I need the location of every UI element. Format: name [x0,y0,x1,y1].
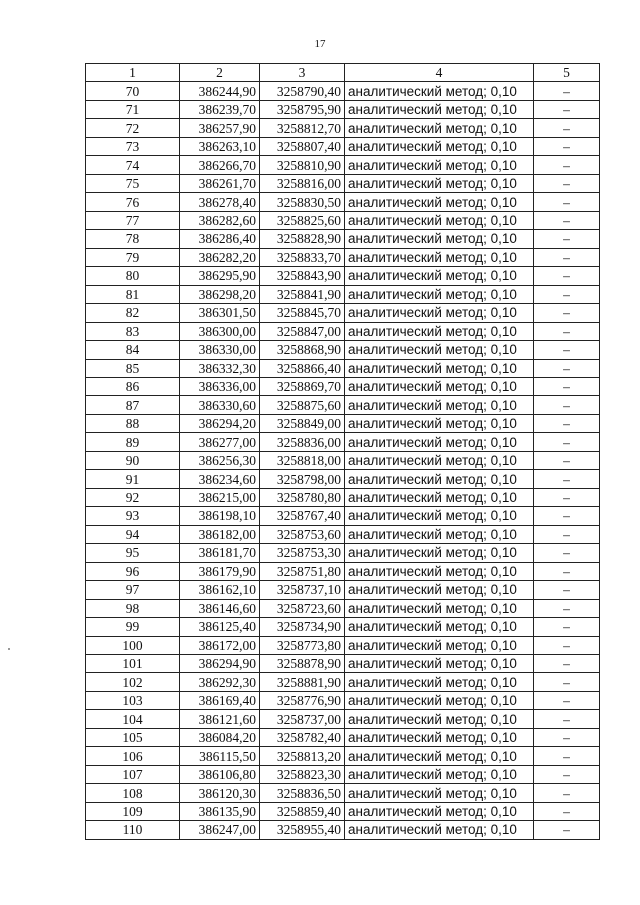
table-row [86,599,600,617]
y-coordinate-cell: 3258813,20 [260,747,345,765]
table-row [86,267,600,285]
note-cell: – [534,396,600,414]
method-accuracy-cell: аналитический метод; 0,10 [345,82,534,100]
method-accuracy-cell: аналитический метод; 0,10 [345,618,534,636]
method-accuracy-cell: аналитический метод; 0,10 [345,710,534,728]
note-cell: – [534,285,600,303]
point-number-cell: 76 [86,193,180,211]
point-number-cell: 85 [86,359,180,377]
x-coordinate-cell: 386120,30 [180,784,260,802]
x-coordinate-cell: 386336,00 [180,377,260,395]
note-cell: – [534,802,600,820]
x-coordinate-cell: 386084,20 [180,728,260,746]
note-cell: – [534,211,600,229]
point-number-cell: 91 [86,470,180,488]
point-number-cell: 88 [86,414,180,432]
note-cell: – [534,544,600,562]
point-number-cell: 98 [86,599,180,617]
x-coordinate-cell: 386332,30 [180,359,260,377]
table-row [86,433,600,451]
table-row [86,414,600,432]
note-cell: – [534,304,600,322]
note-cell: – [534,341,600,359]
x-coordinate-cell: 386298,20 [180,285,260,303]
table-row [86,211,600,229]
x-coordinate-cell: 386234,60 [180,470,260,488]
x-coordinate-cell: 386215,00 [180,488,260,506]
table-row [86,488,600,506]
point-number-cell: 93 [86,507,180,525]
note-cell: – [534,174,600,192]
note-cell: – [534,655,600,673]
method-accuracy-cell: аналитический метод; 0,10 [345,137,534,155]
method-accuracy-cell: аналитический метод; 0,10 [345,174,534,192]
y-coordinate-cell: 3258845,70 [260,304,345,322]
table-row [86,193,600,211]
table-row [86,710,600,728]
method-accuracy-cell: аналитический метод; 0,10 [345,100,534,118]
method-accuracy-cell: аналитический метод; 0,10 [345,267,534,285]
point-number-cell: 103 [86,691,180,709]
note-cell: – [534,636,600,654]
y-coordinate-cell: 3258868,90 [260,341,345,359]
y-coordinate-cell: 3258816,00 [260,174,345,192]
y-coordinate-cell: 3258836,50 [260,784,345,802]
y-coordinate-cell: 3258955,40 [260,821,345,839]
x-coordinate-cell: 386330,00 [180,341,260,359]
note-cell: – [534,599,600,617]
point-number-cell: 106 [86,747,180,765]
y-coordinate-cell: 3258878,90 [260,655,345,673]
x-coordinate-cell: 386277,00 [180,433,260,451]
x-coordinate-cell: 386146,60 [180,599,260,617]
point-number-cell: 101 [86,655,180,673]
note-cell: – [534,821,600,839]
method-accuracy-cell: аналитический метод; 0,10 [345,451,534,469]
table-header-row [86,64,600,82]
table-row [86,784,600,802]
table-row [86,119,600,137]
method-accuracy-cell: аналитический метод; 0,10 [345,119,534,137]
method-accuracy-cell: аналитический метод; 0,10 [345,525,534,543]
table-row [86,618,600,636]
point-number-cell: 107 [86,765,180,783]
point-number-cell: 95 [86,544,180,562]
note-cell: – [534,784,600,802]
coordinates-table [85,63,600,840]
table-row [86,82,600,100]
table-row [86,507,600,525]
x-coordinate-cell: 386244,90 [180,82,260,100]
note-cell: – [534,137,600,155]
note-cell: – [534,488,600,506]
y-coordinate-cell: 3258776,90 [260,691,345,709]
y-coordinate-cell: 3258782,40 [260,728,345,746]
header-cell-3: 3 [260,64,345,82]
x-coordinate-cell: 386292,30 [180,673,260,691]
x-coordinate-cell: 386282,60 [180,211,260,229]
method-accuracy-cell: аналитический метод; 0,10 [345,359,534,377]
table-row [86,304,600,322]
table-row [86,655,600,673]
x-coordinate-cell: 386169,40 [180,691,260,709]
table-row [86,581,600,599]
point-number-cell: 75 [86,174,180,192]
page-number: 17 [314,38,326,50]
y-coordinate-cell: 3258843,90 [260,267,345,285]
method-accuracy-cell: аналитический метод; 0,10 [345,691,534,709]
method-accuracy-cell: аналитический метод; 0,10 [345,377,534,395]
method-accuracy-cell: аналитический метод; 0,10 [345,304,534,322]
y-coordinate-cell: 3258830,50 [260,193,345,211]
y-coordinate-cell: 3258780,80 [260,488,345,506]
x-coordinate-cell: 386121,60 [180,710,260,728]
method-accuracy-cell: аналитический метод; 0,10 [345,507,534,525]
point-number-cell: 108 [86,784,180,802]
point-number-cell: 109 [86,802,180,820]
y-coordinate-cell: 3258833,70 [260,248,345,266]
note-cell: – [534,82,600,100]
y-coordinate-cell: 3258790,40 [260,82,345,100]
x-coordinate-cell: 386247,00 [180,821,260,839]
method-accuracy-cell: аналитический метод; 0,10 [345,765,534,783]
note-cell: – [534,248,600,266]
x-coordinate-cell: 386278,40 [180,193,260,211]
note-cell: – [534,747,600,765]
table-row [86,359,600,377]
x-coordinate-cell: 386294,20 [180,414,260,432]
x-coordinate-cell: 386181,70 [180,544,260,562]
x-coordinate-cell: 386263,10 [180,137,260,155]
table-row [86,525,600,543]
note-cell: – [534,507,600,525]
method-accuracy-cell: аналитический метод; 0,10 [345,193,534,211]
method-accuracy-cell: аналитический метод; 0,10 [345,396,534,414]
method-accuracy-cell: аналитический метод; 0,10 [345,784,534,802]
method-accuracy-cell: аналитический метод; 0,10 [345,544,534,562]
y-coordinate-cell: 3258859,40 [260,802,345,820]
method-accuracy-cell: аналитический метод; 0,10 [345,285,534,303]
point-number-cell: 100 [86,636,180,654]
table-row [86,821,600,839]
point-number-cell: 87 [86,396,180,414]
note-cell: – [534,470,600,488]
point-number-cell: 84 [86,341,180,359]
method-accuracy-cell: аналитический метод; 0,10 [345,322,534,340]
x-coordinate-cell: 386300,00 [180,322,260,340]
note-cell: – [534,581,600,599]
x-coordinate-cell: 386330,60 [180,396,260,414]
point-number-cell: 72 [86,119,180,137]
table-row [86,636,600,654]
y-coordinate-cell: 3258810,90 [260,156,345,174]
table-row [86,341,600,359]
y-coordinate-cell: 3258869,70 [260,377,345,395]
table-row [86,747,600,765]
table-row [86,470,600,488]
note-cell: – [534,673,600,691]
table-row [86,691,600,709]
note-cell: – [534,230,600,248]
x-coordinate-cell: 386257,90 [180,119,260,137]
x-coordinate-cell: 386261,70 [180,174,260,192]
method-accuracy-cell: аналитический метод; 0,10 [345,562,534,580]
note-cell: – [534,267,600,285]
table-row [86,100,600,118]
x-coordinate-cell: 386106,80 [180,765,260,783]
method-accuracy-cell: аналитический метод; 0,10 [345,414,534,432]
table-row [86,544,600,562]
x-coordinate-cell: 386256,30 [180,451,260,469]
table-row [86,230,600,248]
point-number-cell: 110 [86,821,180,839]
x-coordinate-cell: 386294,90 [180,655,260,673]
y-coordinate-cell: 3258875,60 [260,396,345,414]
y-coordinate-cell: 3258881,90 [260,673,345,691]
x-coordinate-cell: 386198,10 [180,507,260,525]
note-cell: – [534,156,600,174]
method-accuracy-cell: аналитический метод; 0,10 [345,341,534,359]
note-cell: – [534,765,600,783]
y-coordinate-cell: 3258807,40 [260,137,345,155]
point-number-cell: 97 [86,581,180,599]
table-row [86,562,600,580]
table-row [86,137,600,155]
point-number-cell: 81 [86,285,180,303]
y-coordinate-cell: 3258841,90 [260,285,345,303]
y-coordinate-cell: 3258823,30 [260,765,345,783]
method-accuracy-cell: аналитический метод; 0,10 [345,802,534,820]
header-cell-5: 5 [534,64,600,82]
point-number-cell: 78 [86,230,180,248]
x-coordinate-cell: 386162,10 [180,581,260,599]
point-number-cell: 99 [86,618,180,636]
y-coordinate-cell: 3258849,00 [260,414,345,432]
point-number-cell: 104 [86,710,180,728]
method-accuracy-cell: аналитический метод; 0,10 [345,655,534,673]
method-accuracy-cell: аналитический метод; 0,10 [345,636,534,654]
table-row [86,322,600,340]
x-coordinate-cell: 386286,40 [180,230,260,248]
note-cell: – [534,100,600,118]
table-row [86,285,600,303]
note-cell: – [534,728,600,746]
point-number-cell: 102 [86,673,180,691]
x-coordinate-cell: 386125,40 [180,618,260,636]
table-row [86,765,600,783]
point-number-cell: 70 [86,82,180,100]
point-number-cell: 90 [86,451,180,469]
note-cell: – [534,710,600,728]
table-row [86,728,600,746]
point-number-cell: 86 [86,377,180,395]
table-row [86,673,600,691]
y-coordinate-cell: 3258836,00 [260,433,345,451]
method-accuracy-cell: аналитический метод; 0,10 [345,211,534,229]
y-coordinate-cell: 3258866,40 [260,359,345,377]
method-accuracy-cell: аналитический метод; 0,10 [345,248,534,266]
method-accuracy-cell: аналитический метод; 0,10 [345,470,534,488]
y-coordinate-cell: 3258812,70 [260,119,345,137]
note-cell: – [534,414,600,432]
note-cell: – [534,691,600,709]
table-row [86,451,600,469]
method-accuracy-cell: аналитический метод; 0,10 [345,433,534,451]
note-cell: – [534,525,600,543]
point-number-cell: 105 [86,728,180,746]
note-cell: – [534,119,600,137]
header-cell-1: 1 [86,64,180,82]
table-row [86,248,600,266]
point-number-cell: 94 [86,525,180,543]
method-accuracy-cell: аналитический метод; 0,10 [345,488,534,506]
x-coordinate-cell: 386115,50 [180,747,260,765]
table-row [86,156,600,174]
x-coordinate-cell: 386182,00 [180,525,260,543]
method-accuracy-cell: аналитический метод; 0,10 [345,673,534,691]
y-coordinate-cell: 3258734,90 [260,618,345,636]
y-coordinate-cell: 3258753,30 [260,544,345,562]
y-coordinate-cell: 3258847,00 [260,322,345,340]
x-coordinate-cell: 386301,50 [180,304,260,322]
note-cell: – [534,451,600,469]
y-coordinate-cell: 3258773,80 [260,636,345,654]
method-accuracy-cell: аналитический метод; 0,10 [345,599,534,617]
y-coordinate-cell: 3258828,90 [260,230,345,248]
y-coordinate-cell: 3258723,60 [260,599,345,617]
y-coordinate-cell: 3258737,00 [260,710,345,728]
x-coordinate-cell: 386282,20 [180,248,260,266]
method-accuracy-cell: аналитический метод; 0,10 [345,230,534,248]
note-cell: – [534,618,600,636]
point-number-cell: 79 [86,248,180,266]
point-number-cell: 71 [86,100,180,118]
y-coordinate-cell: 3258753,60 [260,525,345,543]
point-number-cell: 83 [86,322,180,340]
table-row [86,377,600,395]
table-row [86,174,600,192]
y-coordinate-cell: 3258737,10 [260,581,345,599]
note-cell: – [534,193,600,211]
method-accuracy-cell: аналитический метод; 0,10 [345,581,534,599]
point-number-cell: 80 [86,267,180,285]
header-cell-4: 4 [345,64,534,82]
y-coordinate-cell: 3258751,80 [260,562,345,580]
x-coordinate-cell: 386239,70 [180,100,260,118]
point-number-cell: 77 [86,211,180,229]
y-coordinate-cell: 3258795,90 [260,100,345,118]
point-number-cell: 82 [86,304,180,322]
point-number-cell: 96 [86,562,180,580]
x-coordinate-cell: 386295,90 [180,267,260,285]
method-accuracy-cell: аналитический метод; 0,10 [345,156,534,174]
y-coordinate-cell: 3258825,60 [260,211,345,229]
note-cell: – [534,359,600,377]
table-row [86,802,600,820]
method-accuracy-cell: аналитический метод; 0,10 [345,821,534,839]
table-row [86,396,600,414]
note-cell: – [534,562,600,580]
header-cell-2: 2 [180,64,260,82]
x-coordinate-cell: 386179,90 [180,562,260,580]
y-coordinate-cell: 3258767,40 [260,507,345,525]
point-number-cell: 92 [86,488,180,506]
x-coordinate-cell: 386266,70 [180,156,260,174]
method-accuracy-cell: аналитический метод; 0,10 [345,747,534,765]
note-cell: – [534,433,600,451]
y-coordinate-cell: 3258798,00 [260,470,345,488]
y-coordinate-cell: 3258818,00 [260,451,345,469]
table-body [86,82,600,839]
x-coordinate-cell: 386135,90 [180,802,260,820]
scan-speck [8,648,10,650]
point-number-cell: 74 [86,156,180,174]
method-accuracy-cell: аналитический метод; 0,10 [345,728,534,746]
note-cell: – [534,377,600,395]
point-number-cell: 89 [86,433,180,451]
note-cell: – [534,322,600,340]
x-coordinate-cell: 386172,00 [180,636,260,654]
point-number-cell: 73 [86,137,180,155]
